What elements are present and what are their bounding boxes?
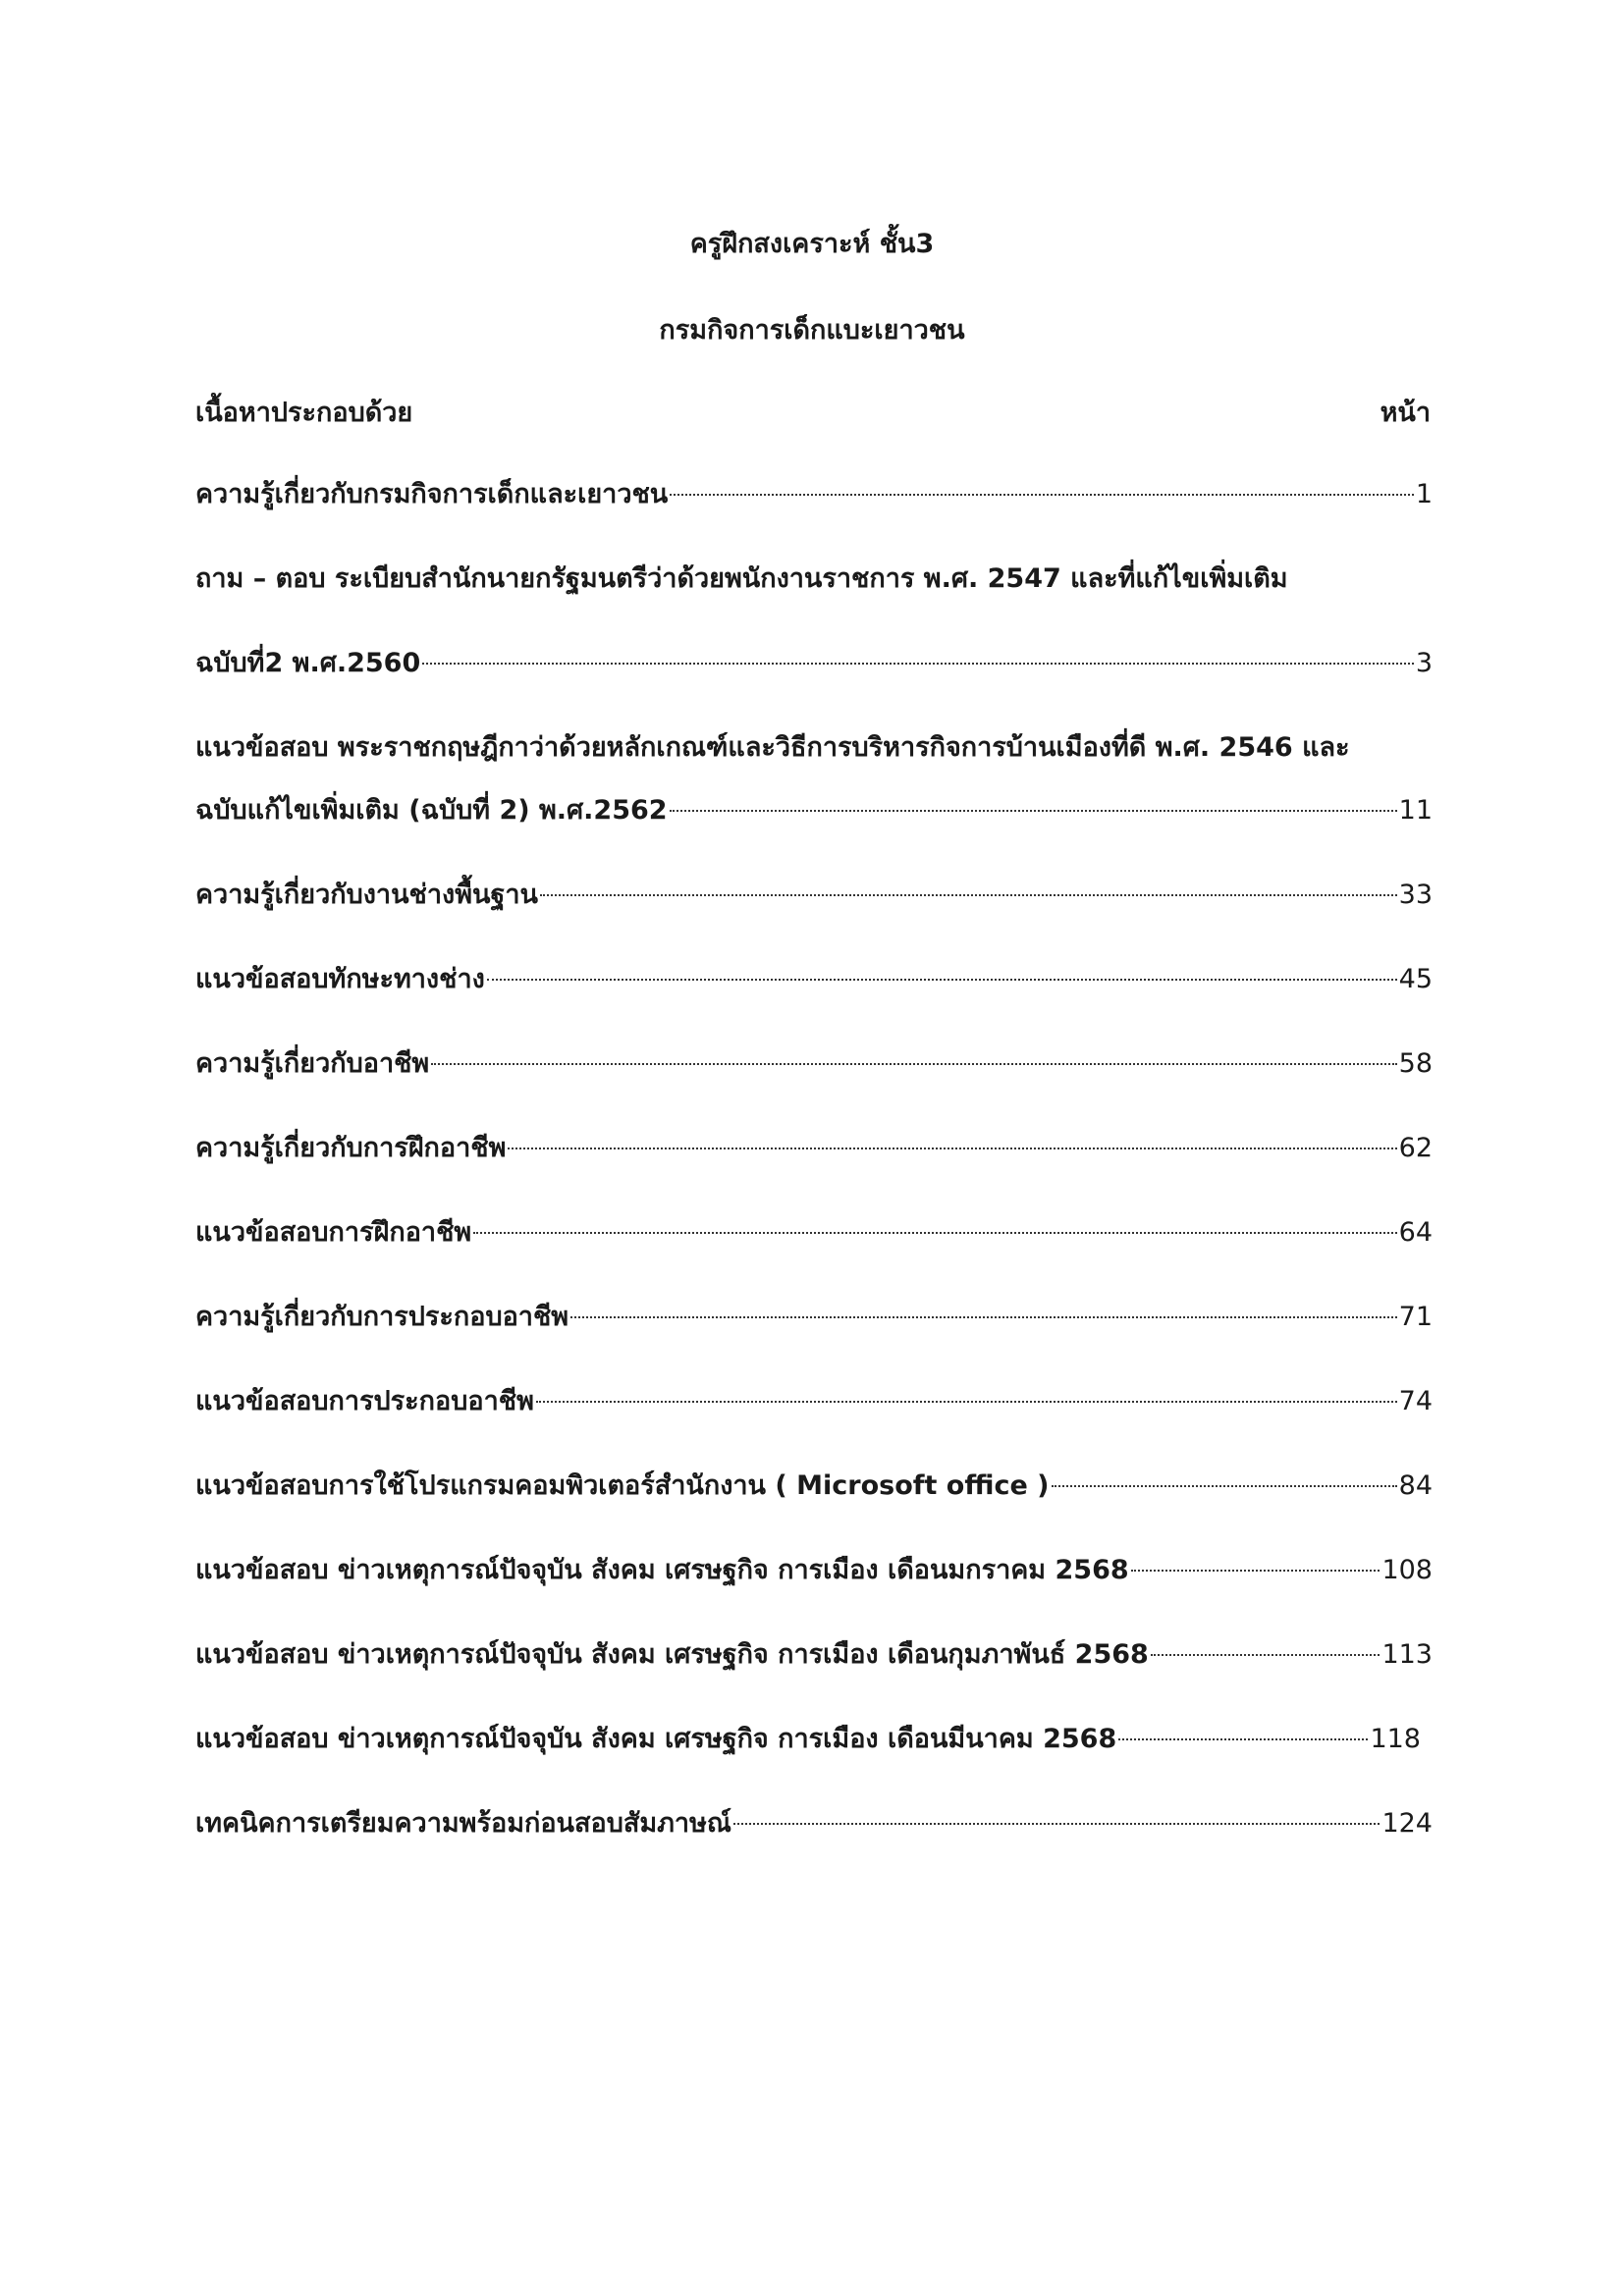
- toc-entry-label: แนวข้อสอบการใช้โปรแกรมคอมพิวเตอร์สำนักงาน ( Microsoft office ): [195, 1470, 1050, 1501]
- toc-entry-label: แนวข้อสอบ ข่าวเหตุการณ์ปัจจุบัน สังคม เศรษฐกิจ การเมือง เดือนมกราคม 2568: [195, 1555, 1129, 1585]
- toc-entry-page: 113: [1381, 1639, 1433, 1670]
- toc-leader-dots: [1131, 1570, 1380, 1572]
- toc-entry-label: แนวข้อสอบ พระราชกฤษฎีกาว่าด้วยหลักเกณฑ์และวิธีการบริหารกิจการบ้านเมืองที่ดี พ.ศ. 2546 และ: [195, 732, 1350, 763]
- document-subtitle: กรมกิจการเด็กแบะเยาวชน: [659, 315, 965, 346]
- toc-entry-label: แนวข้อสอบทักษะทางช่าง: [195, 964, 485, 994]
- toc-header: [195, 391, 1431, 433]
- toc-entry-page: 108: [1381, 1555, 1433, 1585]
- toc-entry: [195, 878, 1433, 913]
- toc-entry-label: แนวข้อสอบการประกอบอาชีพ: [195, 1386, 534, 1416]
- toc-entry: [195, 477, 1433, 512]
- toc-entry-page: 33: [1398, 880, 1433, 910]
- toc-entry: [195, 1215, 1433, 1251]
- toc-leader-dots: [536, 1401, 1397, 1403]
- toc-entry: [195, 1300, 1433, 1335]
- toc-entry: [195, 1553, 1433, 1588]
- toc-entry-page: 74: [1398, 1386, 1433, 1416]
- document-title: ครูฝึกสงเคราะห์ ชั้น3: [689, 229, 935, 259]
- toc-entry-page: 11: [1398, 795, 1433, 826]
- toc-entry-label: ถาม – ตอบ ระเบียบสำนักนายกรัฐมนตรีว่าด้วยพนักงานราชการ พ.ศ. 2547 และที่แก้ไขเพิ่มเติม: [195, 563, 1288, 594]
- toc-entry-page: 64: [1398, 1217, 1433, 1248]
- toc-leader-dots: [1052, 1485, 1397, 1487]
- toc-entry-label: ฉบับที่2 พ.ศ.2560: [195, 648, 421, 678]
- toc-entry: [195, 793, 1433, 828]
- toc-entry-label: ความรู้เกี่ยวกับอาชีพ: [195, 1048, 430, 1079]
- toc-leader-dots: [670, 810, 1397, 812]
- toc-entry-label: แนวข้อสอบ ข่าวเหตุการณ์ปัจจุบัน สังคม เศรษฐกิจ การเมือง เดือนมีนาคม 2568: [195, 1724, 1117, 1754]
- toc-leader-dots: [422, 663, 1414, 665]
- toc-entry: [195, 561, 1288, 597]
- toc-entry: [195, 1806, 1433, 1842]
- toc-entry-page: 45: [1398, 964, 1433, 994]
- toc-entry: [195, 1131, 1433, 1166]
- toc-entry-page: 62: [1398, 1133, 1433, 1163]
- toc-entry-page: 124: [1381, 1808, 1433, 1839]
- toc-leader-dots: [431, 1063, 1396, 1065]
- toc-entry-page: 1: [1415, 479, 1433, 509]
- toc-entry-label: ความรู้เกี่ยวกับการประกอบอาชีพ: [195, 1302, 569, 1332]
- toc-entry-page: 71: [1398, 1302, 1433, 1332]
- toc-entry: [195, 1046, 1433, 1082]
- toc-leader-dots: [487, 979, 1397, 981]
- toc-entry-label: ความรู้เกี่ยวกับงานช่างพื้นฐาน: [195, 880, 538, 910]
- toc-entry-page: 84: [1398, 1470, 1433, 1501]
- toc-entry-label: ความรู้เกี่ยวกับกรมกิจการเด็กและเยาวชน: [195, 479, 669, 509]
- toc-leader-dots: [508, 1148, 1396, 1149]
- toc-entry-label: แนวข้อสอบการฝึกอาชีพ: [195, 1217, 472, 1248]
- toc-leader-dots: [733, 1823, 1380, 1825]
- toc-entry: [195, 1384, 1433, 1419]
- toc-entry-label: ความรู้เกี่ยวกับการฝึกอาชีพ: [195, 1133, 507, 1163]
- toc-entry-label: ฉบับแก้ไขเพิ่มเติม (ฉบับที่ 2) พ.ศ.2562: [195, 795, 668, 826]
- toc-entry: [195, 1637, 1433, 1673]
- toc-entry: [195, 962, 1433, 997]
- toc-leader-dots: [570, 1316, 1397, 1318]
- toc-entry-label: เทคนิคการเตรียมความพร้อมก่อนสอบสัมภาษณ์: [195, 1808, 731, 1839]
- page-heading: หน้า: [1380, 398, 1431, 428]
- toc-entry: [195, 1722, 1421, 1757]
- toc-entry-page: 3: [1415, 648, 1433, 678]
- toc-heading: เนื้อหาประกอบด้วย: [195, 398, 413, 428]
- toc-leader-dots: [1118, 1738, 1368, 1740]
- toc-entry: [195, 1468, 1433, 1504]
- toc-entry: [195, 730, 1350, 766]
- toc-entry-label: แนวข้อสอบ ข่าวเหตุการณ์ปัจจุบัน สังคม เศรษฐกิจ การเมือง เดือนกุมภาพันธ์ 2568: [195, 1639, 1149, 1670]
- toc-entry-page: 118: [1370, 1724, 1421, 1754]
- toc-entry-page: 58: [1398, 1048, 1433, 1079]
- toc-leader-dots: [1151, 1654, 1380, 1656]
- toc-leader-dots: [473, 1232, 1396, 1234]
- toc-leader-dots: [670, 494, 1414, 496]
- toc-leader-dots: [540, 894, 1397, 896]
- toc-entry: [195, 646, 1433, 681]
